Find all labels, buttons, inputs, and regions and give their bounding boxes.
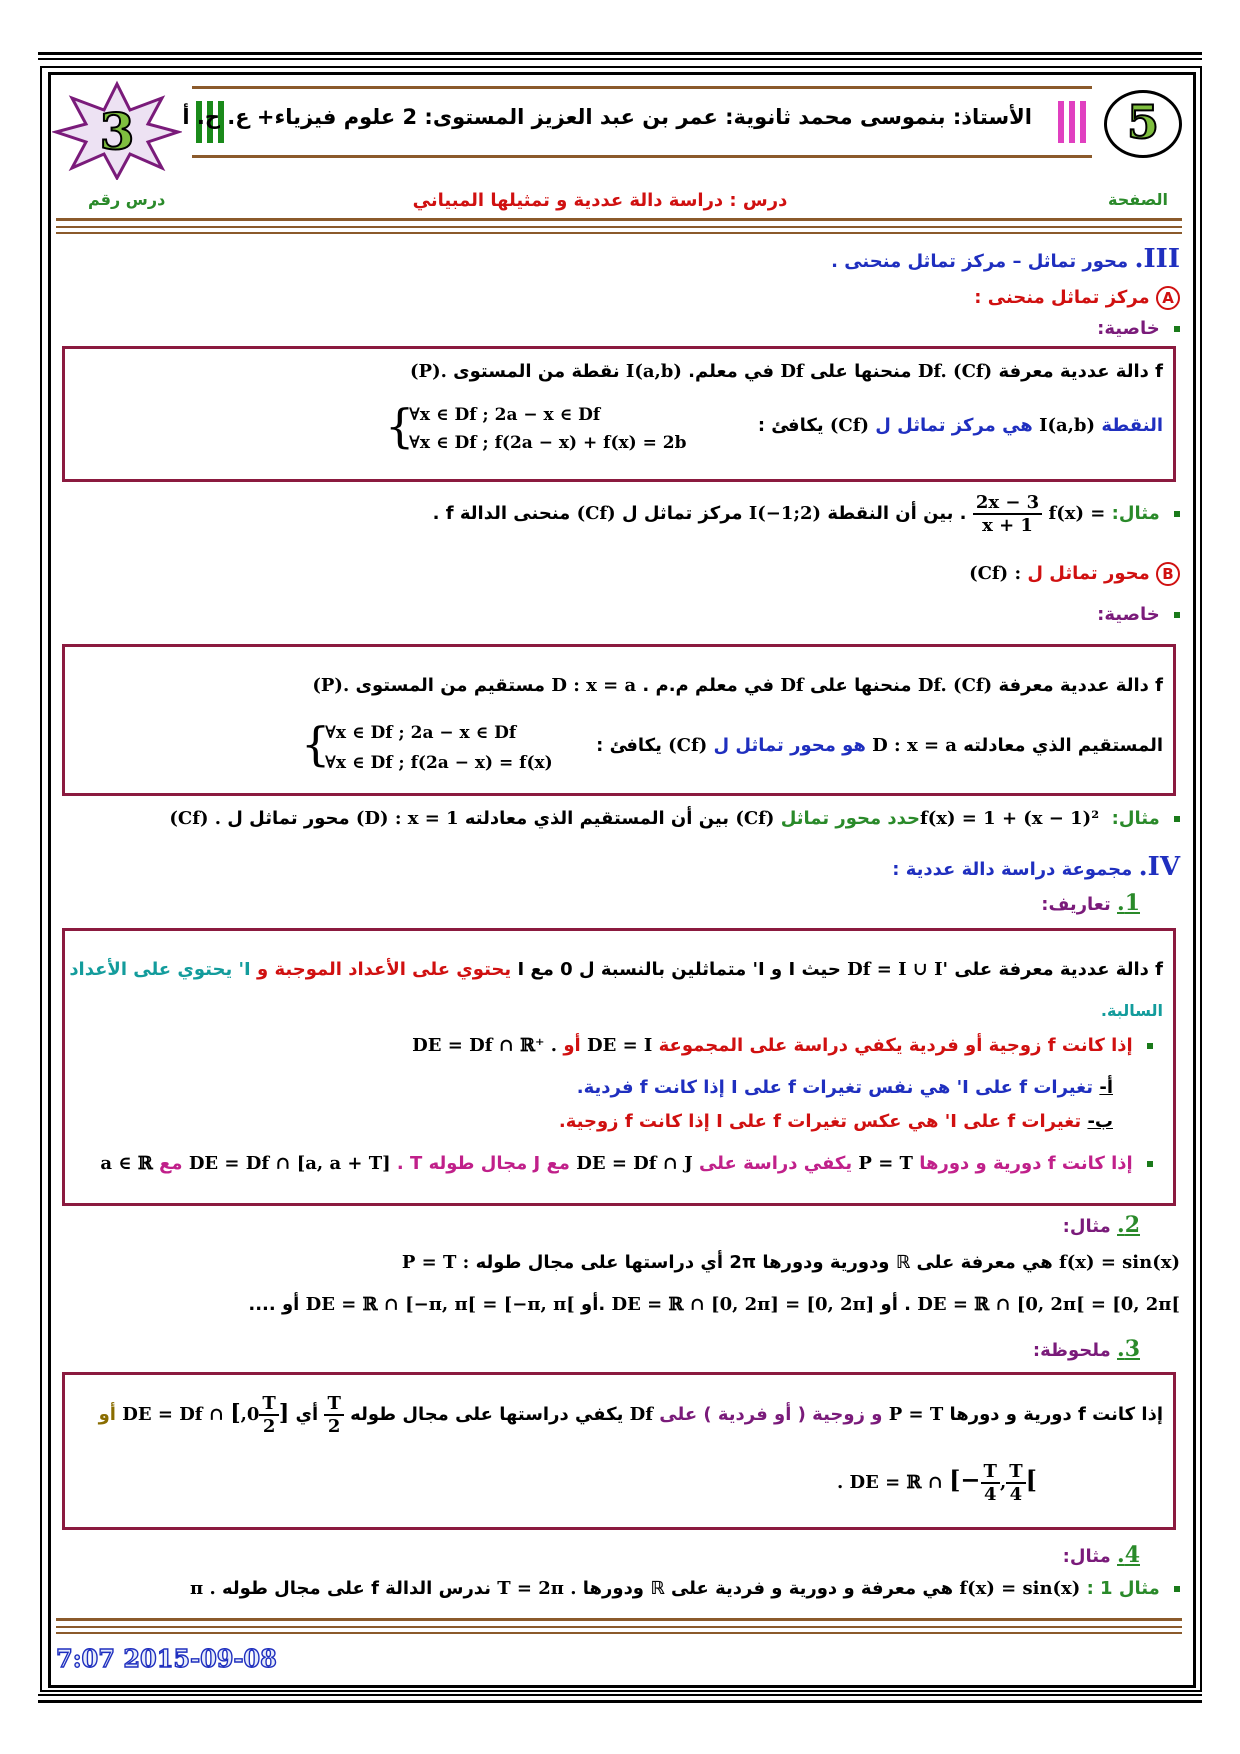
section-B-heading: B محور تماثل ل (Cf) : [969,562,1180,586]
example-A-fraction: $\frac{2x - 3}{x + 1}$ [973,492,1042,536]
section-A-title: مركز تماثل منحنى : [974,287,1150,308]
bottom-rule-2 [38,1700,1202,1703]
lesson-number: 3 [99,102,135,161]
bottom-rule-1 [38,1694,1202,1696]
top-rule-1 [38,52,1202,55]
footer-timestamp: 7:07 2015-09-08 [56,1644,277,1673]
page-label: الصفحة [1108,190,1169,209]
boxC-line1: f دالة عددية معرفة على Df = I ∪ I' حيث I و I' متماثلين بالنسبة ل 0 مع I يحتوي على الأعداد الموجبة و I' يحتوي على الأعداد [69,959,1163,980]
boxD-line2: . DE = ℝ ∩ [− $\frac{T}{4}$ , $\frac{T}{4}$ [ [837,1461,1037,1505]
property-A-label: خاصية: [1097,318,1180,339]
lesson-star-badge [52,80,182,180]
definitions-box [62,928,1176,1206]
footer-rule-3 [56,1632,1182,1634]
lesson-title: درس : دراسة دالة عددية و تمثيلها المبياني [412,190,788,211]
example2-line2: DE = ℝ ∩ [0, 2π[ = [0, 2π[ . أو DE = ℝ ∩ [0, 2π] = [0, 2π] .أو DE = ℝ ∩ [−π, π[ = [−π, π[ أو .... [248,1294,1180,1315]
boxB-line1: f دالة عددية معرفة Df. (Cf) منحنها على Df في معلم م.م . D : x = a مستقيم من المستوى (P). [312,675,1163,696]
section-A-letter: A [1156,286,1180,310]
subsection-4-heading: 4. مثال: [1062,1542,1140,1568]
example4-line: مثال 1 : f(x) = sin(x) هي معرفة و دورية و فردية على ℝ ودورها T = 2π . ندرس الدالة f على مجال طوله π . [190,1578,1180,1599]
boxB-line2: المستقيم الذي معادلته D : x = a هو محور تماثل ل (Cf) يكافئ : [596,735,1163,756]
property-box-center: f دالة عددية معرفة Df. (Cf) منحنها على Df في معلم. I(a,b) نقطة من المستوى (P). النقطة I(a,b) هي مركز تماثل ل (Cf) يكافئ : { ∀x ∈ Df ; 2a − x ∈ Df ∀x ∈ Df ; f(2a − x) + f(x) = 2b [62,346,1176,482]
page-number-badge: 5 [1104,90,1182,158]
lesson-number-label: درس رقم [88,190,166,209]
remark-box [62,1372,1176,1530]
header-rule-3 [56,232,1182,234]
example2-line1: f(x) = sin(x) هي معرفة على ℝ ودورية ودورها 2π أي دراستها على مجال طوله P = T : [401,1252,1180,1273]
section-IV-heading: IV. مجموعة دراسة دالة عددية : [892,852,1180,882]
boxC-line3: أ- تغيرات f على I' هي نفس تغيرات f على I إذا كانت f فردية. [576,1077,1113,1098]
section-III-title: محور تماثل – مركز تماثل منحنى . [831,251,1129,272]
property-box-axis: f دالة عددية معرفة Df. (Cf) منحنها على Df في معلم م.م . D : x = a مستقيم من المستوى (P). المستقيم الذي معادلته D : x = a هو محور تماثل ل (Cf) يكافئ : { ∀x ∈ Df ; 2a − x ∈ Df ∀x ∈ Df ; f(2a − x) = f(x) [62,644,1176,796]
section-A-heading [974,286,1180,310]
teacher-line: الأستاذ: بنموسى محمد ثانوية: عمر بن عبد العزيز المستوى: 2 علوم فيزياء+ ع. ح. أ [182,105,1032,129]
boxC-line2: إذا كانت f زوجية أو فردية يكفي دراسة على المجموعة DE = I أو DE = Df ∩ ℝ⁺ . [412,1035,1153,1056]
section-III-number: III. [1134,244,1180,274]
section-B-letter: B [1156,562,1180,586]
subsection-2-heading: 2. مثال: [1062,1212,1140,1238]
boxC-line1-cont: السالبة. [1100,1001,1163,1020]
boxD-line1: إذا كانت f دورية و دورها P = T و زوجية ( أو فردية ) على Df يكفي دراستها على مجال طوله $\frac{T}{2}$ أي ] $\frac{T}{2}$ ,0[ DE = Df ∩ أو [98,1393,1163,1437]
example-A: مثال: f(x) = $\frac{2x - 3}{x + 1}$ . بين أن النقطة I(−1;2) مركز تماثل ل (Cf) منحنى الدالة f . [433,492,1180,536]
top-rule-2 [38,58,1202,60]
header-rule-2 [56,226,1182,228]
header-rule-1 [56,218,1182,221]
boxC-line4: ب- تغيرات f على I' هي عكس تغيرات f على I إذا كانت f زوجية. [558,1111,1113,1132]
example-B: مثال: f(x) = 1 + (x − 1)² حدد محور تماثل (Cf) بين أن المستقيم الذي معادلته (D) : x = 1 محور تماثل ل (Cf) . [169,808,1180,829]
header-banner [182,86,1092,158]
property-B-label: خاصية: [1097,604,1180,625]
footer-rule-2 [56,1626,1182,1628]
footer-rule-1 [56,1618,1182,1621]
boxC-line5: إذا كانت f دورية و دورها P = T يكفي دراسة على DE = Df ∩ J مع J مجال طوله T . DE = Df ∩ [a, a + T] مع a ∈ ℝ [100,1153,1153,1174]
boxA-line2: النقطة I(a,b) هي مركز تماثل ل (Cf) يكافئ : [757,415,1163,436]
pink-stripes [1058,101,1086,147]
bullet-icon [1174,326,1180,332]
section-III-heading [831,244,1180,274]
subsection-1-heading: 1. تعاريف: [1041,890,1140,916]
subsection-3-heading: 3. ملحوظة: [1032,1336,1140,1362]
boxA-line1: f دالة عددية معرفة Df. (Cf) منحنها على Df في معلم. I(a,b) نقطة من المستوى (P). [410,361,1163,382]
